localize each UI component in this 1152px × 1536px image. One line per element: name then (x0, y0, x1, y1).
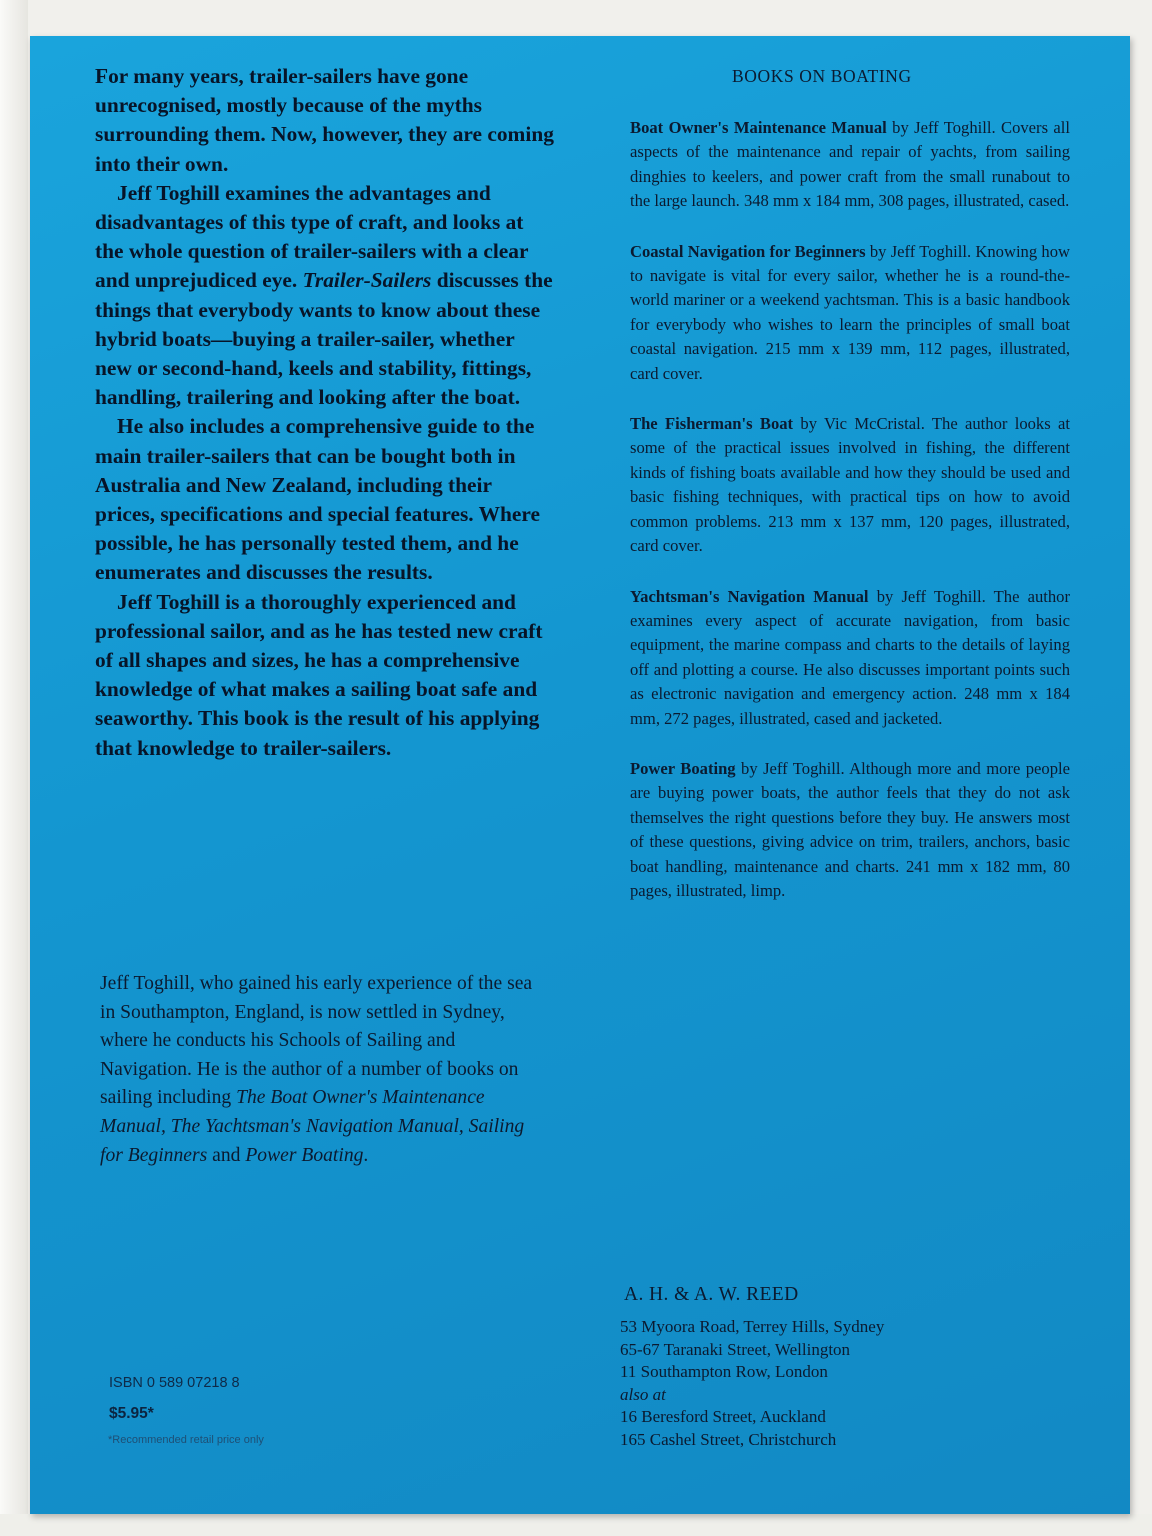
address-wellington: 65-67 Taranaki Street, Wellington (620, 1339, 851, 1359)
book-title: Yachtsman's Navigation Manual (630, 586, 869, 606)
book-title-italic: Trailer-Sailers (302, 268, 432, 293)
blurb-paragraph-2-end: discusses the things that everybody wants to know about these hybrid boats—buying a trailer-sailer, whether new or second-hand, keels and stability, fittings, handling, trailering and looking after the boat. (95, 268, 553, 410)
isbn: ISBN 0 589 07218 8 (109, 1375, 240, 1391)
page-edge-bottom (0, 1514, 1152, 1536)
book-title: The Fisherman's Boat (630, 414, 794, 434)
author-bio-text: Jeff Toghill, who gained his early experience of the sea in Southampton, England, is now settled in Sydney, where he conducts his Schools of Sailing and Navigation. He is the author of a number of books on sailing including (100, 973, 533, 1109)
price-note: *Recommended retail price only (108, 1434, 264, 1446)
author-bio (100, 970, 550, 1170)
author-bio-titles: The Boat Owner's Maintenance Manual, The Yachtsman's Navigation Manual, Sailing for Beginners (100, 1087, 525, 1166)
book-description: by Jeff Toghill. Covers all aspects of the maintenance and repair of yachts, from sailing dinghies to keelers, and power craft from the small runabout to the large launch. 348 mm x 184 mm, 308 pages, illustrated, cased. (630, 118, 1071, 211)
publisher-name: A. H. & A. W. REED (624, 1284, 799, 1305)
book-entry (630, 757, 1070, 903)
blurb-paragraph-2-start: Jeff Toghill examines the advantages and disadvantages of this type of craft, and looks at the whole question of trailer-sailers with a clear and unprejudiced eye. (95, 180, 529, 293)
book-description: by Jeff Toghill. Knowing how to navigate is vital for every sailor, whether he is a round-the-world mariner or a weekend yachtsman. This is a basic handbook for everybody who wishes to learn the principles of small boat coastal navigation. 215 mm x 139 mm, 112 pages, illustrated, card cover. (630, 241, 1070, 383)
book-entry (630, 585, 1070, 731)
publisher-addresses (620, 1316, 1040, 1452)
address-london: 11 Southampton Row, London (620, 1362, 828, 1382)
address-sydney: 53 Myoora Road, Terrey Hills, Sydney (620, 1317, 885, 1336)
book-description: by Vic McCristal. The author looks at some of the practical issues involved in fishing, the different kinds of fishing boats available and how they should be used and basic fishing techniques, with practical tips on how to avoid common problems. 213 mm x 137 mm, 120 pages, illustrated, card cover. (630, 414, 1070, 556)
author-bio-and: and (207, 1144, 246, 1166)
price: $5.95* (109, 1405, 154, 1422)
blurb-paragraph-2 (95, 179, 555, 413)
book-back-cover (30, 36, 1130, 1514)
address-christchurch: 165 Cashel Street, Christchurch (620, 1429, 837, 1449)
blurb-paragraph-4: Jeff Toghill is a thoroughly experienced and professional sailor, and as he has tested new craft of all shapes and sizes, he has a comprehensive knowledge of what makes a sailing boat safe and seaworthy. This book is the result of his applying that knowledge to trailer-sailers. (95, 589, 543, 760)
blurb-paragraph-3: He also includes a comprehensive guide to the main trailer-sailers that can be bought both in Australia and New Zealand, including their prices, specifications and special features. Where possible, he has personally tested them, and he enumerates and discusses the results. (95, 414, 541, 585)
book-title: Coastal Navigation for Beginners (630, 241, 866, 261)
book-entry (630, 412, 1070, 558)
books-list (630, 116, 1070, 929)
book-title: Boat Owner's Maintenance Manual (630, 118, 887, 137)
address-auckland: 16 Beresford Street, Auckland (620, 1407, 826, 1427)
books-heading: BOOKS ON BOATING (732, 66, 912, 86)
author-bio-title-power-boating: Power Boating (245, 1144, 364, 1166)
blurb-paragraph-1: For many years, trailer-sailers have gone unrecognised, mostly because of the myths surrounding them. Now, however, they are coming into their own. (95, 64, 554, 176)
book-title: Power Boating (630, 758, 736, 778)
author-bio-end: . (363, 1144, 369, 1166)
author-bio-paragraph (100, 970, 550, 1170)
book-description: by Jeff Toghill. Although more and more people are buying power boats, the author feels that they do not ask themselves the right questions before they buy. He answers most of these questions, giving advice on trim, trailers, anchors, basic boat handling, maintenance and charts. 241 mm x 182 mm, 80 pages, illustrated, limp. (630, 758, 1070, 900)
also-at-label: also at (620, 1384, 666, 1404)
book-description: by Jeff Toghill. The author examines every aspect of accurate navigation, from basic equipment, the marine compass and charts to the details of laying off and plotting a course. He also discusses important points such as electronic navigation and emergency action. 248 mm x 184 mm, 272 pages, illustrated, cased and jacketed. (630, 586, 1070, 728)
book-entry (630, 116, 1070, 214)
blurb (95, 62, 555, 763)
page-edge (0, 0, 28, 1536)
book-entry (630, 240, 1070, 386)
